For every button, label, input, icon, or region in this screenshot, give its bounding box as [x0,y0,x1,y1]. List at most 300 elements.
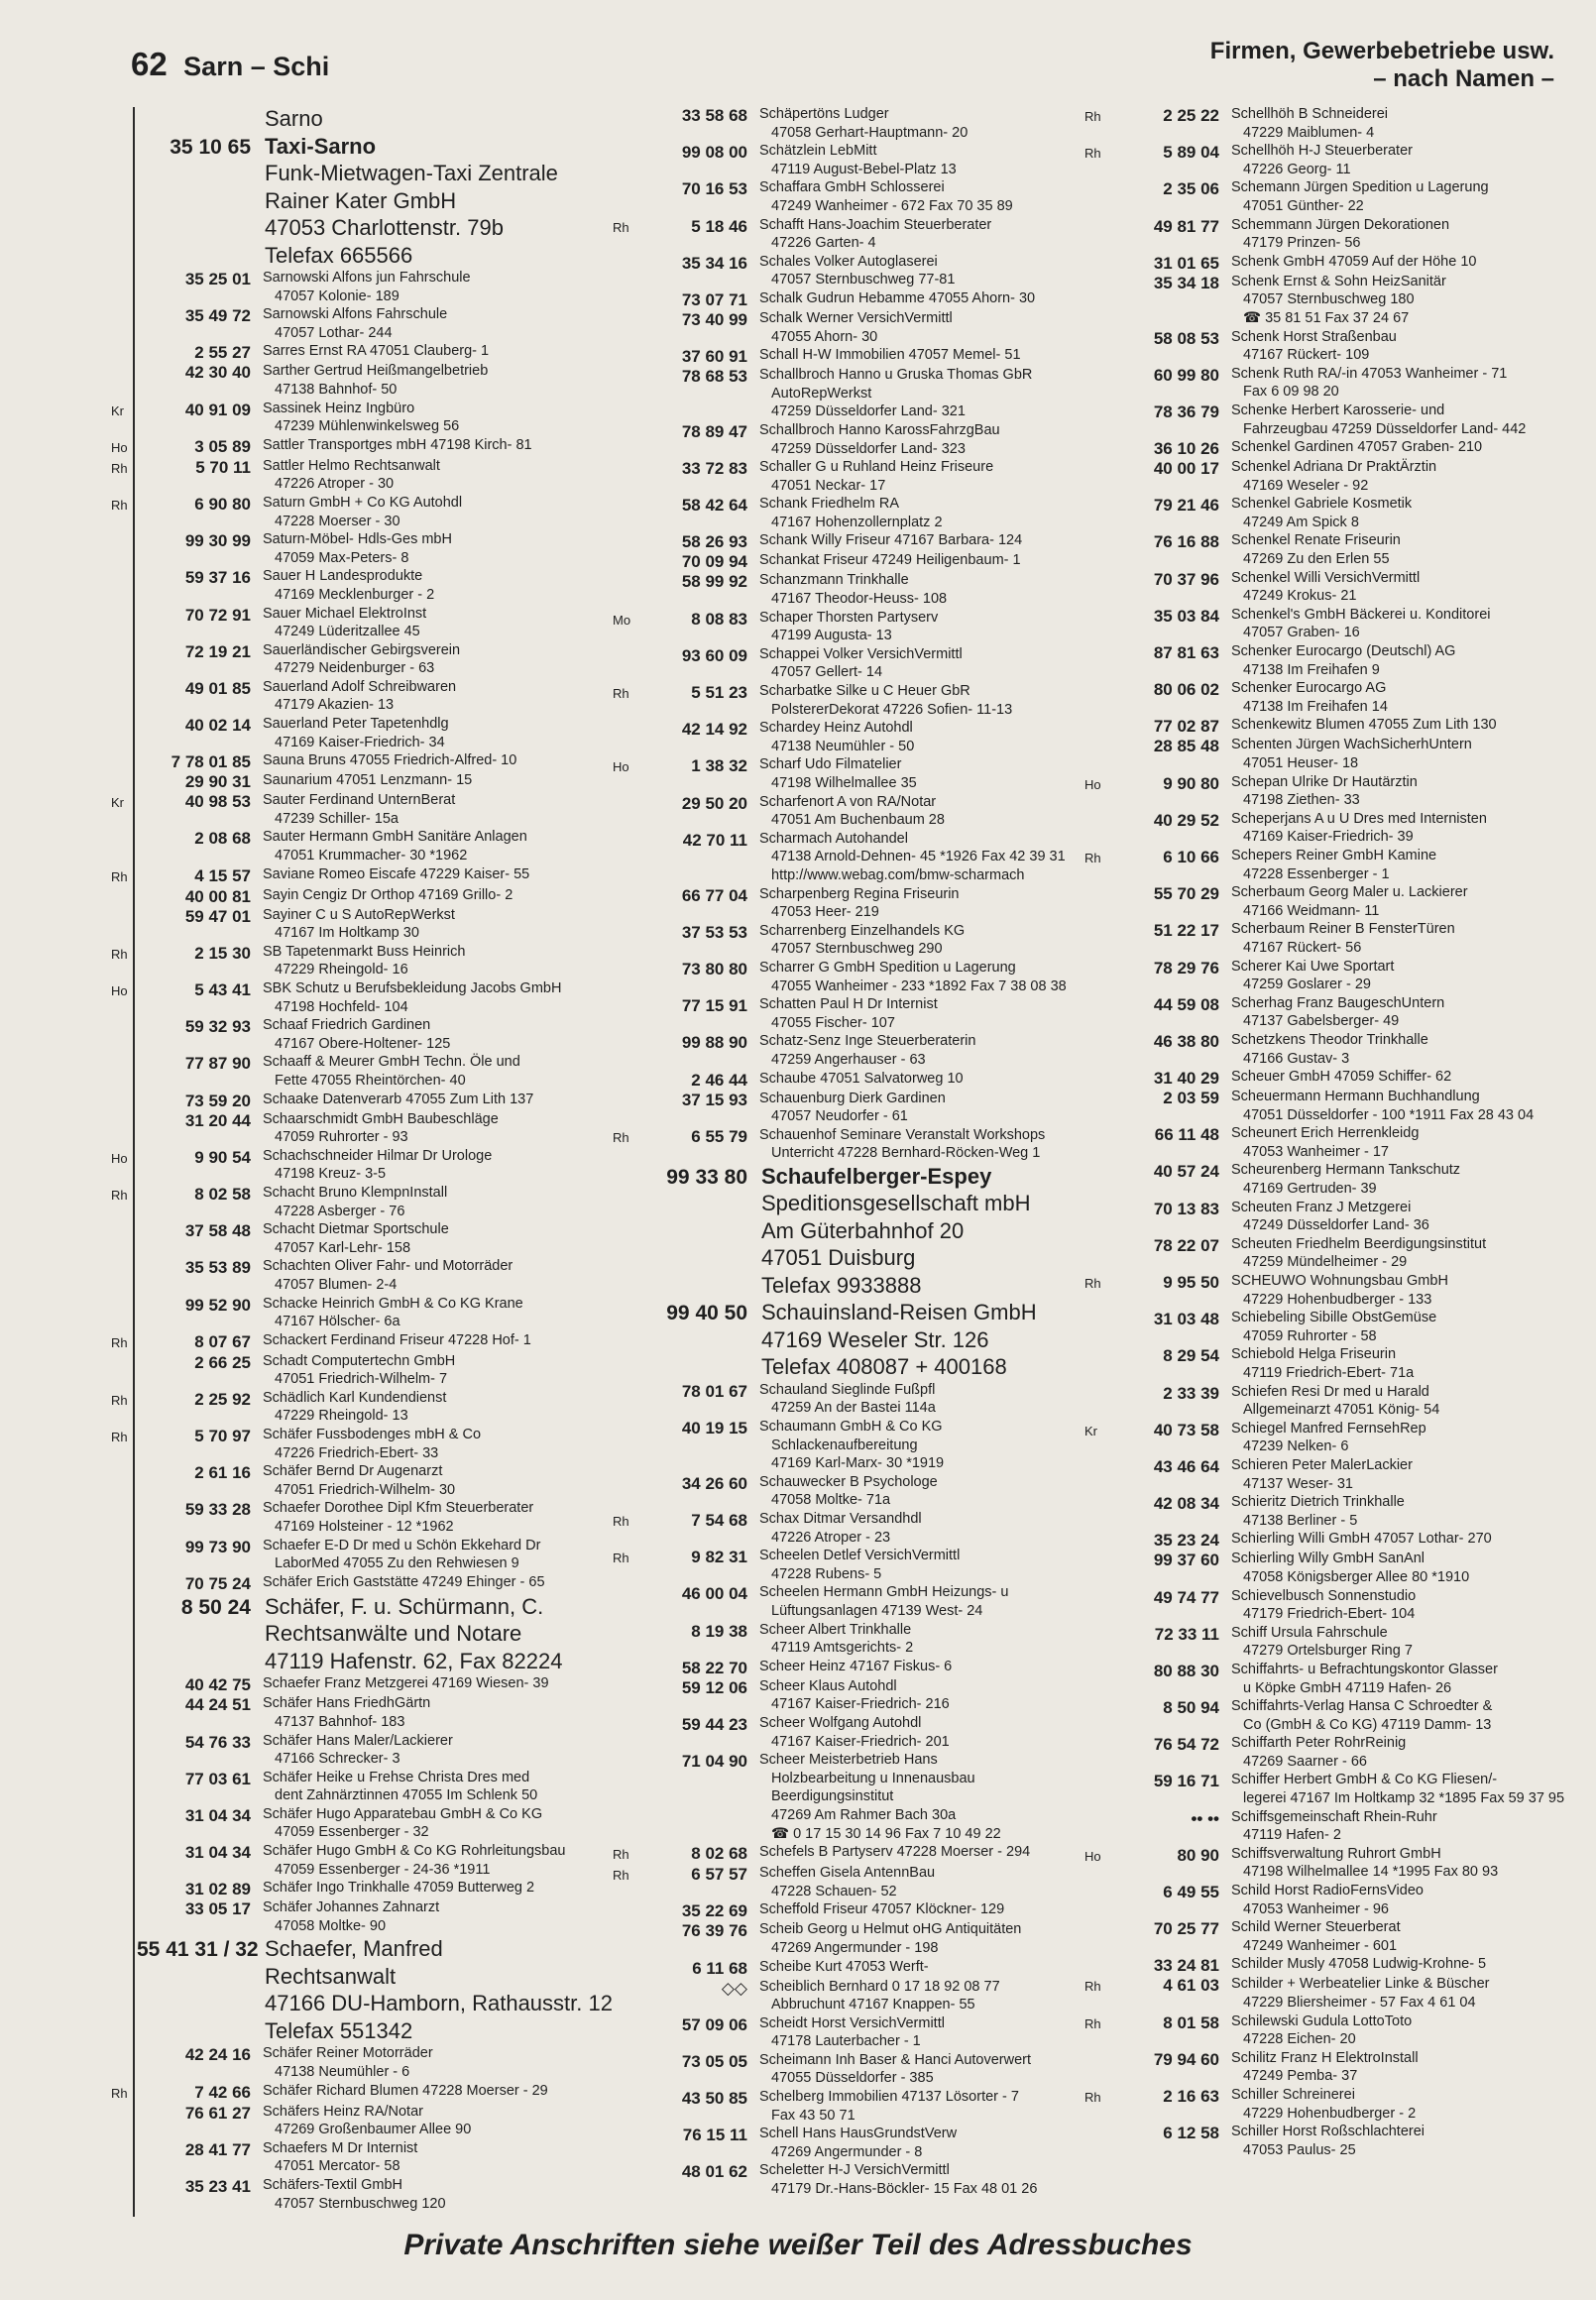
listing-entry [1084,1734,1576,1771]
listing-entry [111,2139,613,2176]
listing-detail: Telefax 408087 + 400168 [761,1354,1007,1380]
listing-name: Scherbaum Georg Maler u. Lackierer [1231,884,1468,901]
district-code [111,2176,137,2178]
listing-entry [613,1418,1081,1473]
phone-number: 35 49 72 [184,306,251,326]
district-code: Ho [111,983,128,998]
listing-entry [613,289,1081,309]
listing-name: Schiller Horst Roßschlachterei [1231,2124,1425,2140]
phone-number: 8 19 38 [691,1621,747,1641]
phone-number: 60 99 80 [1153,365,1219,385]
listing-entry [1084,1918,1576,1955]
listing-name: Saturn GmbH + Co KG Autohdl [263,494,463,511]
listing-detail: 47167 Kaiser-Friedrich- 201 [771,1733,950,1750]
listing-detail: 47057 Sternbuschweg 77-81 [771,272,956,288]
listing-text [1219,2012,1576,2049]
district-code [111,2139,137,2141]
listing-text [747,366,1081,421]
phone-number: 42 08 34 [1153,1494,1219,1514]
listing-detail: 47259 Goslarer - 29 [1243,977,1371,993]
district-code [1084,178,1110,180]
listing-entry [1084,1624,1576,1661]
page-number: 62 [131,46,168,82]
listing-entry [613,1900,1081,1920]
phone-number: 99 37 60 [1153,1551,1219,1570]
listing-entry [613,719,1081,755]
listing-detail: 47169 Mecklenburger - 2 [275,586,435,603]
listing-entry [1084,1199,1576,1235]
listing-name: Scherhag Franz BaugeschUntern [1231,994,1445,1011]
district-code [111,1674,137,1676]
phone-number: 70 75 24 [184,1573,251,1593]
phone-number: 40 91 09 [184,400,251,419]
listing-entry [1084,458,1576,495]
listing-name: Schäfers-Textil GmbH [263,2177,403,2193]
phone-number: 80 90 [1177,1845,1219,1865]
listing-name: Schalk Werner VersichVermittl [759,309,953,326]
listing-entry [111,1694,613,1731]
district-code [1084,883,1110,885]
listing-text [251,362,613,399]
district-code [1084,958,1110,960]
phone-number: 35 22 69 [681,1901,747,1921]
district-code [1084,606,1110,608]
listing-text [251,1898,613,1935]
listing-name: Scheelen Hermann GmbH Heizungs- u [759,1584,1009,1601]
district-code [613,1473,638,1475]
listing-name: Schaake Datenverarb 47055 Zum Lith 137 [263,1091,534,1107]
listing-text [1219,438,1576,457]
listing-text [1219,810,1576,847]
listing-name: Schank Willy Friseur 47167 Barbara- 124 [759,532,1023,549]
listing-detail: 47167 Rückert- 56 [1243,939,1362,956]
listing-entry [1084,958,1576,994]
listing-text [1219,1420,1576,1456]
listing-text [1219,606,1576,642]
listing-detail: Telefax 665566 [265,242,413,268]
phone-number: 35 10 65 [170,135,251,159]
listing-text [1219,1031,1576,1068]
listing-text [1219,1530,1576,1549]
listing-text [1219,402,1576,438]
phone-number: 40 02 14 [184,716,251,736]
district-code [1084,365,1110,367]
district-code [613,1418,638,1420]
listing-detail: Lüftungsanlagen 47139 West- 24 [771,1603,983,1619]
listing-text [747,289,1081,308]
listing-text [747,346,1081,365]
listing-name: Schell Hans HausGrundstVerw [759,2126,958,2142]
phone-number: 58 99 92 [681,572,747,592]
district-code: Rh [1084,2089,1101,2105]
phone-number: 8 02 58 [194,1184,251,1204]
listing-text [251,2103,613,2139]
listing-detail: dent Zahnärztinnen 47055 Im Schlenk 50 [275,1787,538,1804]
listing-text [251,715,613,751]
listing-detail: 47119 Amtsgerichts- 2 [771,1640,914,1657]
listing-detail: 47057 Blumen- 2-4 [275,1276,398,1293]
listing-name: Schacht Dietmar Sportschule [263,1221,449,1238]
district-code [613,309,638,311]
listing-text [1219,994,1576,1031]
listing-column-1 [111,105,613,2213]
listing-entry [111,1593,613,1675]
listing-entry [111,2082,613,2103]
listing-text [251,1694,613,1731]
listing-text [747,2088,1081,2125]
listing-text [251,865,613,884]
district-code [613,2125,638,2127]
listing-text [1219,1808,1576,1845]
listing-detail: Telefax 9933888 [761,1272,922,1298]
listing-detail: 47229 Hohenbudberger - 2 [1243,2105,1417,2122]
district-code [111,1110,137,1112]
listing-detail: 47059 Essenberger - 24-36 *1911 [275,1861,491,1878]
listing-detail: 47053 Heer- 219 [771,904,879,921]
phone-number: 76 61 27 [184,2103,251,2123]
listing-name: Schaller G u Ruhland Heinz Friseure [759,459,994,476]
listing-text [1219,2086,1576,2123]
listing-name: Taxi-Sarno [265,133,377,159]
district-code [1084,438,1110,440]
listing-detail: Funk-Mietwagen-Taxi Zentrale [265,161,558,185]
phone-number: 73 40 99 [681,309,747,329]
listing-entry [613,830,1081,885]
listing-detail: 47198 Ziethen- 33 [1243,792,1360,809]
listing-text [747,1547,1081,1583]
listing-text [251,400,613,436]
listing-entry [111,1805,613,1842]
listing-detail: 47051 Am Buchenbaum 28 [771,812,945,829]
listing-entry [1084,402,1576,438]
phone-number: 6 57 57 [691,1865,747,1885]
listing-detail: Abbruchunt 47167 Knappen- 55 [771,1997,975,2013]
listing-text [1219,1199,1576,1235]
listing-name: Schenkel Renate Friseurin [1231,532,1401,549]
listing-entry [613,105,1081,142]
listing-name: Sassinek Heinz Ingbüro [263,400,415,416]
listing-text [251,494,613,530]
listing-name: Scheer Albert Trinkhalle [759,1621,912,1638]
listing-name: Schatten Paul H Dr Internist [759,996,938,1013]
listing-name: Schäpertöns Ludger [759,106,889,122]
district-code [111,1935,137,1937]
phone-number: 5 43 41 [194,980,251,999]
listing-entry [111,305,613,342]
listing-name: Schaefer E-D Dr med u Schön Ekkehard Dr [263,1537,541,1553]
district-code [613,421,638,423]
phone-number: 37 58 48 [184,1221,251,1241]
listing-name: Schäfer Hugo Apparatebau GmbH & Co KG [263,1805,543,1822]
phone-number: 46 00 04 [681,1584,747,1604]
listing-name: Schiefen Resi Dr med u Harald [1231,1383,1429,1400]
listing-text [1219,920,1576,957]
listing-entry [1084,1309,1576,1345]
district-code [1084,1808,1110,1810]
listing-detail: Unterricht 47228 Bernhard-Röcken-Weg 1 [771,1145,1041,1162]
listing-entry [613,142,1081,178]
listing-name: Saviane Romeo Eiscafe 47229 Kaiser- 55 [263,865,530,882]
district-code [1084,1031,1110,1033]
district-code [1084,1697,1110,1699]
district-code [111,567,137,569]
listing-name: Schilder Musly 47058 Ludwig-Krohne- 5 [1231,1956,1487,1973]
listing-text [1219,1771,1576,1807]
district-code [111,1694,137,1696]
district-code [613,1978,638,1980]
listing-detail: 47051 Duisburg [761,1245,916,1271]
listing-entry [1084,847,1576,883]
listing-name: Schacht Bruno KlempnInstall [263,1184,448,1201]
listing-detail: 47239 Mühlenwinkelsweg 56 [275,418,460,435]
listing-detail: 47167 Theodor-Heuss- 108 [771,591,948,608]
listing-name: Schepan Ulrike Dr Hautärztin [1231,773,1418,790]
listing-entry [111,1053,613,1090]
listing-name: Schales Volker Autoglaserei [759,253,938,270]
phone-number: 28 41 77 [184,2139,251,2159]
district-code [613,922,638,924]
phone-number: 78 01 67 [681,1381,747,1401]
district-code: Rh [111,2085,128,2101]
listing-entry [1084,1530,1576,1550]
listing-detail: 47198 Kreuz- 3-5 [275,1166,387,1183]
district-code [1084,1587,1110,1589]
listing-name: Schenk Horst Straßenbau [1231,328,1397,345]
listing-text [1219,1068,1576,1087]
listing-name: Sattler Helmo Rechtsanwalt [263,457,440,474]
listing-text [747,495,1081,531]
listing-text [251,269,613,305]
listing-text [747,959,1081,995]
district-code [111,1016,137,1018]
listing-entry [1084,810,1576,847]
listing-entry [1084,1456,1576,1493]
district-code [613,531,638,533]
listing-detail: 47058 Moltke- 90 [275,1917,387,1934]
listing-text [1219,1697,1576,1734]
phone-number: 5 70 97 [194,1427,251,1446]
listing-text [1219,773,1576,810]
listing-name: Sayin Cengiz Dr Orthop 47169 Grillo- 2 [263,886,513,903]
listing-detail: 47057 Gellert- 14 [771,664,883,681]
listing-detail: 47269 Am Rahmer Bach 30a [771,1806,957,1823]
listing-entry [1084,1235,1576,1272]
district-code [613,1677,638,1679]
listing-detail: 47169 Karl-Marx- 30 *1919 [771,1455,945,1472]
listing-name: Schardey Heinz Autohdl [759,720,913,737]
listing-entry [111,1352,613,1389]
listing-name: Scharrer G GmbH Spedition u Lagerung [759,959,1016,976]
listing-entry [111,1184,613,1220]
listing-entry [1084,1161,1576,1198]
listing-text [251,1537,613,1573]
district-code [111,886,137,888]
phone-number: 59 16 71 [1153,1772,1219,1791]
listing-name: Schieritz Dietrich Trinkhalle [1231,1494,1405,1511]
listing-entry [613,1090,1081,1126]
listing-entry [1084,642,1576,679]
listing-detail: 47169 Weseler Str. 126 [761,1326,989,1352]
phone-number: 40 57 24 [1153,1162,1219,1182]
listing-name: Schall H-W Immobilien 47057 Memel- 51 [759,347,1021,364]
phone-number: 59 32 93 [184,1017,251,1037]
listing-text [251,1053,613,1090]
listing-name: Schierling Willi GmbH 47057 Lothar- 270 [1231,1531,1492,1548]
district-code: Rh [111,1334,128,1350]
phone-number: 77 02 87 [1153,717,1219,737]
phone-number: 73 80 80 [681,959,747,978]
listing-entry [111,1769,613,1805]
listing-detail: 47229 Hohenbudberger - 133 [1243,1291,1432,1308]
listing-entry [111,2044,613,2081]
listing-detail: 47055 Ahorn- 30 [771,328,878,345]
listing-name: Scheelen Detlef VersichVermittl [759,1548,961,1564]
listing-name: Schaefer Franz Metzgerei 47169 Wiesen- 39 [263,1675,549,1692]
district-code [111,605,137,607]
district-code [111,2044,137,2046]
district-code [111,1257,137,1259]
listing-text [1219,1955,1576,1974]
listing-detail: 47051 Krummacher- 30 *1962 [275,848,468,864]
listing-entry [1084,736,1576,772]
listing-text [1219,1845,1576,1882]
listing-entry [111,1499,613,1536]
listing-entry [111,1898,613,1935]
listing-name: Schäfer Hans Maler/Lackierer [263,1732,453,1749]
listing-detail: 47055 Fischer- 107 [771,1014,895,1031]
phone-number: 8 01 58 [1163,2012,1219,2032]
listing-text [747,1958,1081,1977]
district-code [111,1573,137,1575]
phone-number: 93 60 09 [681,645,747,665]
district-code [1084,531,1110,533]
phone-number: 59 44 23 [681,1714,747,1734]
listing-text [251,1879,613,1898]
listing-name: Saunarium 47051 Lenzmann- 15 [263,772,473,789]
listing-text [747,309,1081,346]
phone-number: 29 50 20 [681,793,747,813]
listing-entry [613,1583,1081,1620]
district-code [1084,1235,1110,1237]
district-code [111,342,137,344]
district-code: Rh [613,1868,629,1884]
listing-detail: u Köpke GmbH 47119 Hafen- 26 [1243,1679,1452,1696]
listing-name: Schelberg Immobilien 47137 Lösorter - 7 [759,2089,1019,2106]
listing-name: Sauerländischer Gebirgsverein [263,641,461,658]
listing-entry [613,1843,1081,1864]
phone-number: 6 12 58 [1163,2124,1219,2143]
listing-text [251,678,613,715]
phone-number: 58 42 64 [681,496,747,516]
phone-number: 40 00 17 [1153,459,1219,479]
listing-text [251,1462,613,1499]
listing-detail: 47058 Gerhart-Hauptmann- 20 [771,124,969,141]
listing-text [1219,328,1576,365]
listing-text [747,421,1081,458]
district-code [111,1499,137,1501]
listing-entry [111,771,613,791]
listing-detail: 47249 Wanheimer - 601 [1243,1937,1398,1954]
listing-name: Schäfer Fussbodenges mbH & Co [263,1427,482,1443]
listing-text [747,571,1081,608]
listing-text [251,1426,613,1462]
listing-entry [613,609,1081,645]
section-title-line1: Firmen, Gewerbebetriebe usw. [1209,38,1554,64]
district-code: Rh [1084,146,1101,162]
listing-text [747,1621,1081,1658]
phone-number: 70 37 96 [1153,569,1219,589]
listing-name: Schemann Jürgen Spedition u Lagerung [1231,179,1489,196]
listing-name: Schäfer Hans FriedhGärtn [263,1695,431,1712]
phone-number: 31 02 89 [184,1880,251,1899]
district-code [613,366,638,368]
listing-name: Schenke Herbert Karosserie- und [1231,402,1445,418]
phone-number: 2 25 92 [194,1389,251,1409]
listing-name: Schäfer Erich Gaststätte 47249 Ehinger - 65 [263,1573,545,1590]
listing-entry [613,995,1081,1032]
listing-entry [1084,2049,1576,2086]
listing-detail: 47166 Weidmann- 11 [1243,902,1380,919]
listing-name: Saturn-Möbel- Hdls-Ges mbH [263,531,452,548]
listing-detail: 47228 Schauen- 52 [771,1883,897,1899]
phone-number: 70 13 83 [1153,1199,1219,1218]
phone-number: 46 38 80 [1153,1031,1219,1051]
listing-entry [1084,716,1576,736]
listing-text [251,751,613,770]
phone-number: 40 29 52 [1153,810,1219,830]
phone-number: 2 61 16 [194,1463,251,1483]
listing-name: Sarnowski Alfons Fahrschule [263,306,448,323]
district-code: Rh [111,946,128,962]
listing-entry [613,2051,1081,2088]
listing-entry [613,366,1081,421]
listing-name: Schax Ditmar Versandhdl [759,1511,922,1528]
listing-detail: 47167 Hohenzollernplatz 2 [771,514,943,530]
listing-entry [1084,273,1576,328]
listing-detail: 47198 Hochfeld- 104 [275,998,408,1015]
phone-number: 5 18 46 [691,216,747,236]
district-code: Rh [1084,109,1101,124]
listing-entry [613,571,1081,608]
listing-detail: 47058 Moltke- 71a [771,1492,891,1509]
phone-number: 31 40 29 [1153,1069,1219,1089]
district-code [1084,1918,1110,1920]
district-code [613,1163,638,1165]
district-code [613,2051,638,2053]
listing-text [251,1016,613,1053]
listing-entry [111,678,613,715]
district-code [613,1621,638,1623]
phone-number: 37 15 93 [681,1090,747,1109]
listing-entry [1084,606,1576,642]
district-code [1084,253,1110,255]
district-code [613,1900,638,1902]
listing-detail: Fette 47055 Rheintörchen- 40 [275,1072,466,1089]
phone-number: 73 59 20 [184,1091,251,1110]
phone-number: 9 90 54 [194,1147,251,1167]
listing-name: Schäfer, F. u. Schürmann, C. [265,1593,544,1619]
listing-text [747,2125,1081,2161]
listing-text [251,1593,613,1675]
listing-text [1219,365,1576,402]
listing-text [747,253,1081,289]
listing-text [1219,1235,1576,1272]
district-code [613,1299,638,1301]
listing-name: Schallbroch Hanno KarossFahrzgBau [759,421,1000,438]
listing-entry [111,865,613,886]
listing-detail: 47229 Bliersheimer - 57 Fax 4 61 04 [1243,1995,1476,2011]
district-code [111,828,137,830]
